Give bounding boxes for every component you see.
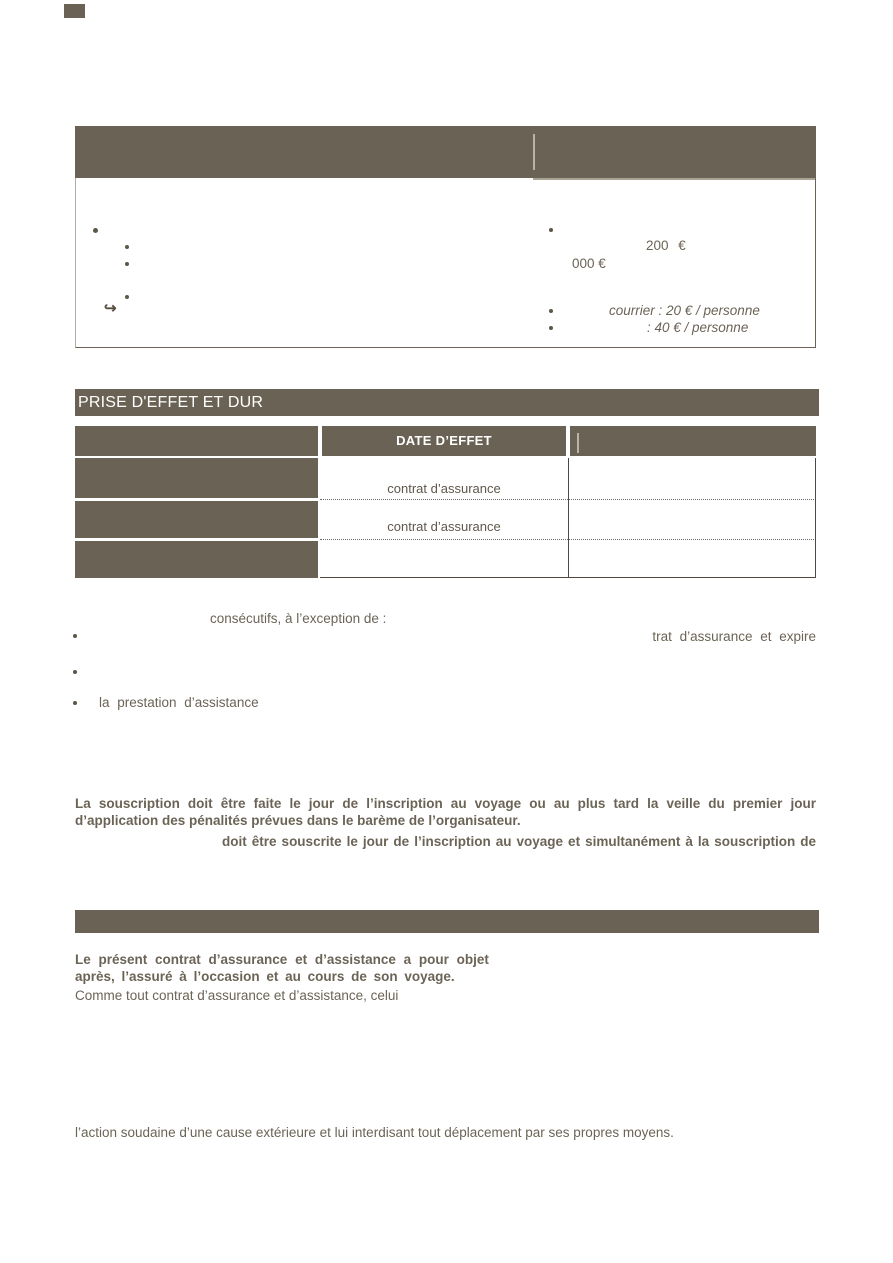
- amount-200: 200 €: [646, 238, 686, 253]
- souscription-line-3: doit être souscrite le jour de l’inscription au voyage et simultanément à la souscription de: [222, 834, 816, 849]
- table2-column-divider: [568, 458, 569, 578]
- bullet-icon: [549, 228, 553, 232]
- table1-header-divider: [533, 134, 535, 170]
- objet-bold-line-2: après, l’assuré à l’occasion et au cours de son voyage.: [75, 969, 455, 984]
- assistance-item: la prestation d’assistance: [99, 695, 259, 710]
- table2-bottom-border: [320, 577, 816, 578]
- table2-row-label-cell: [75, 458, 318, 498]
- table2-header-divider: [577, 433, 579, 453]
- souscription-line-1: La souscription doit être faite le jour de l’inscription au voyage ou au plus tard la veille du premier jour: [75, 796, 816, 811]
- courrier-fee-line: courrier : 20 € / personne: [609, 303, 760, 318]
- footer-line: l’action soudaine d’une cause extérieure et lui interdisant tout déplacement par ses propres moyens.: [75, 1125, 674, 1140]
- objet-regular-line: Comme tout contrat d’assurance et d’assistance, celui: [75, 988, 399, 1003]
- contract-expiry-fragment: trat d’assurance et expire: [652, 629, 816, 644]
- table2-header-cell-date-effet: DATE D’EFFET: [322, 426, 566, 456]
- bullet-icon: [93, 228, 98, 233]
- objet-bold-line-1: Le présent contrat d’assurance et d’assistance a pour objet: [75, 952, 489, 967]
- exception-bullet-icon: [73, 701, 77, 705]
- table2-row-label-cell: [75, 541, 318, 578]
- section-header-prise-effet: PRISE D'EFFET ET DUR: [75, 389, 819, 416]
- section-header-empty: [75, 910, 819, 933]
- table2-header-cell-3: [570, 426, 816, 456]
- exceptions-intro: consécutifs, à l’exception de :: [210, 611, 387, 626]
- table2-cell-date-effet-row2: contrat d’assurance: [387, 519, 501, 534]
- bullet-icon: [549, 309, 553, 313]
- postal-fee-line: : 40 € / personne: [647, 320, 749, 335]
- bullet-icon: [549, 326, 553, 330]
- hook-arrow-icon: ↪: [104, 300, 117, 317]
- bullet-icon: [125, 295, 129, 299]
- bullet-icon: [125, 262, 129, 266]
- amount-000: 000 €: [572, 256, 606, 271]
- souscription-line-2: d’application des pénalités prévues dans le barème de l’organisateur.: [75, 813, 521, 828]
- table1-header-band: [75, 126, 816, 178]
- bullet-icon: [125, 245, 129, 249]
- table2-row-label-cell: [75, 501, 318, 538]
- corner-mark: [64, 4, 85, 18]
- exception-bullet-icon: [73, 670, 77, 674]
- table2-cell-date-effet-row1: contrat d’assurance: [387, 481, 501, 496]
- table2-right-border: [815, 458, 816, 578]
- exception-bullet-icon: [73, 634, 77, 638]
- table2-header-cell-1: [75, 426, 318, 456]
